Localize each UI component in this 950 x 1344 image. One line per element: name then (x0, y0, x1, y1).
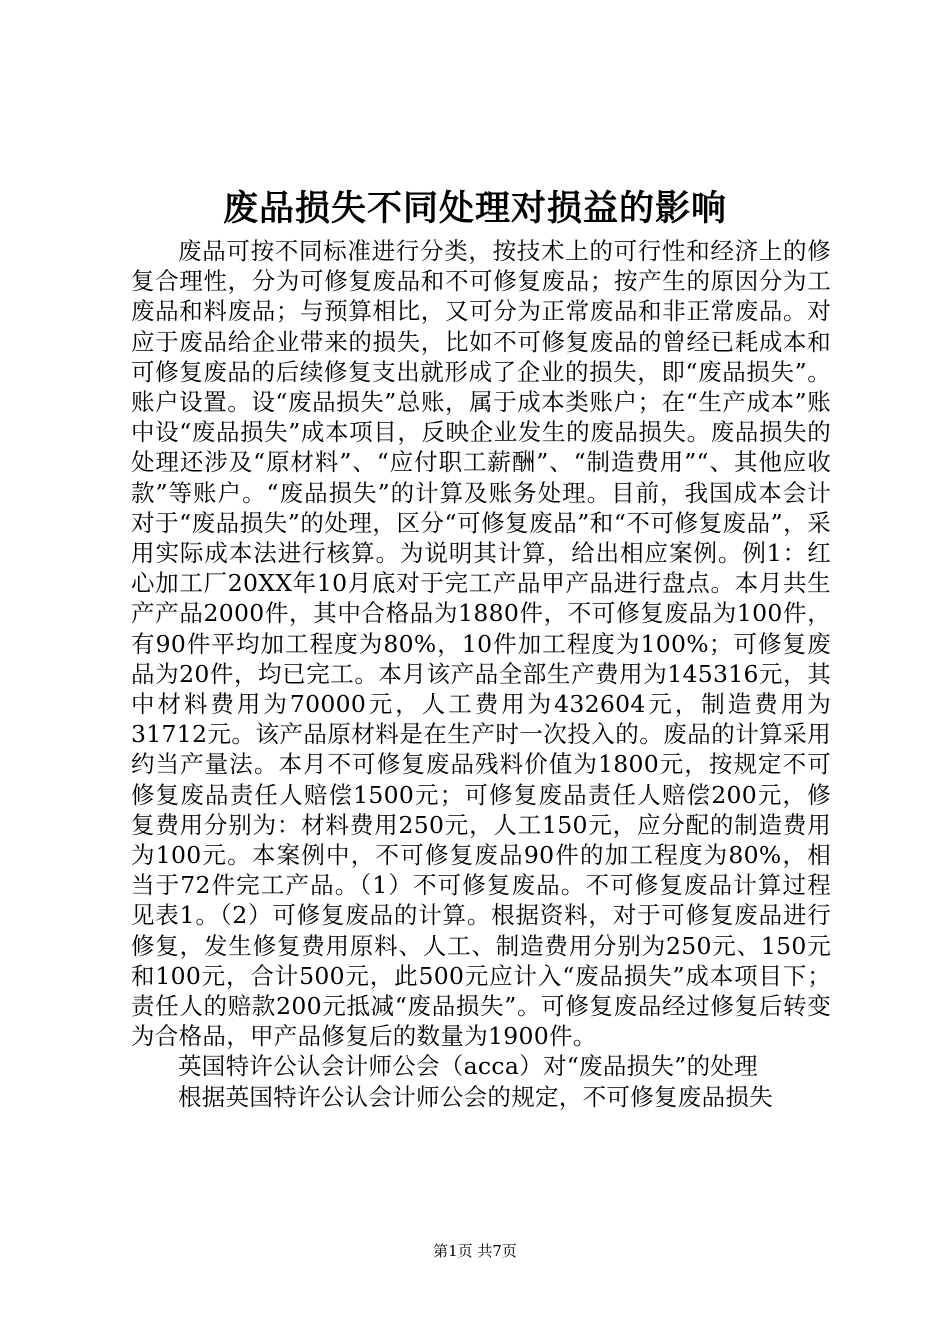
document-title: 废品损失不同处理对损益的影响 (222, 188, 727, 229)
document-body (131, 236, 831, 1112)
paragraph-intro: 废品可按不同标准进行分类，按技术上的可行性和经济上的修复合理性，分为可修复废品和不可修复废品；按产生的原因分为工废品和料废品；与预算相比，又可分为正常废品和非正常废品。对应于废品给企业带来的损失，比如不可修复废品的曾经已耗成本和可修复废品的后续修复支出就形成了企业的损失，即“废品损失”。账户设置。设“废品损失”总账，属于成本类账户；在“生产成本”账中设“废品损失”成本项目，反映企业发生的废品损失。废品损失的处理还涉及“原材料”、“应付职工薪酬”、“制造费用”“、其他应收款”等账户。“废品损失”的计算及账务处理。目前，我国成本会计对于“废品损失”的处理，区分“可修复废品”和“不可修复废品”，采用实际成本法进行核算。为说明其计算，给出相应案例。例1：红心加工厂20XX年10月底对于完工产品甲产品进行盘点。本月共生产产品2000件，其中合格品为1880件，不可修复废品为100件，有90件平均加工程度为80%，10件加工程度为100%；可修复废品为20件，均已完工。本月该产品全部生产费用为145316元，其中材料费用为70000元，人工费用为432604元，制造费用为31712元。该产品原材料是在生产时一次投入的。废品的计算采用约当产量法。本月不可修复废品残料价值为1800元，按规定不可修复废品责任人赔偿1500元；可修复废品责任人赔偿200元，修复费用分别为：材料费用250元，人工150元，应分配的制造费用为100元。本案例中，不可修复废品90件的加工程度为80%，相当于72件完工产品。（1）不可修复废品。不可修复废品计算过程见表1。（2）可修复废品的计算。根据资料，对于可修复废品进行修复，发生修复费用原料、人工、制造费用分别为250元、150元和100元，合计500元，此500元应计入“废品损失”成本项目下；责任人的赔款200元抵减“废品损失”。可修复废品经过修复后转变为合格品，甲产品修复后的数量为1900件。 (131, 237, 831, 1051)
paragraph-acca-rule: 根据英国特许公认会计师公会的规定，不可修复废品损失 (178, 1082, 773, 1111)
paragraph-acca-heading: 英国特许公认会计师公会（acca）对“废品损失”的处理 (178, 1052, 758, 1081)
page-footer: 第1页 共7页 (433, 1242, 517, 1260)
